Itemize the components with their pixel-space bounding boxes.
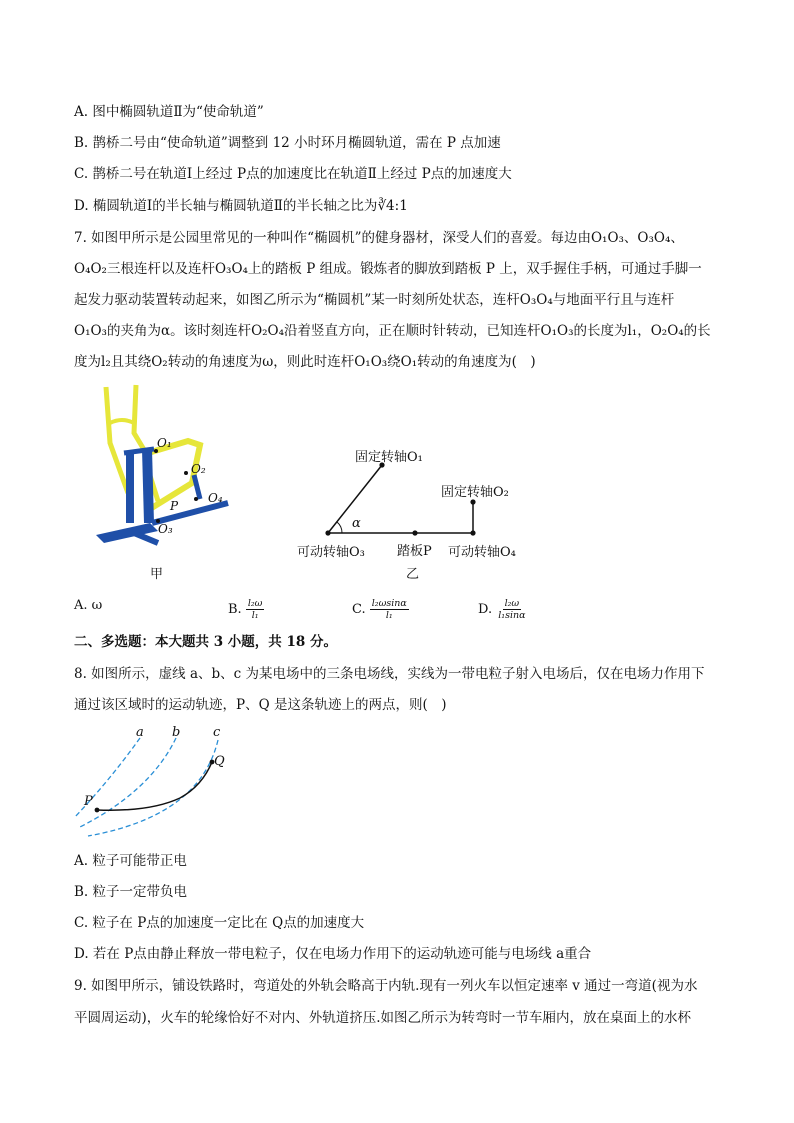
q6-option-b: B. 鹊桥二号由“使命轨道”调整到 12 小时环月椭圆轨道，需在 P 点加速 — [74, 135, 501, 151]
q7-option-b-numerator: l₂ω — [247, 598, 263, 609]
q7-option-d — [478, 598, 528, 621]
q9-stem-line2: 平圆周运动)，火车的轮缘恰好不对内、外轨道挤压.如图乙所示为转弯时一节车厢内，放在桌面上的水杯 — [74, 1010, 692, 1026]
q7-option-d-denominator: l₁sinα — [498, 610, 526, 621]
label-alpha: α — [352, 516, 361, 531]
figure-jia-caption: 甲 — [150, 567, 164, 582]
q6-option-d-ratio: :1 — [394, 198, 408, 214]
field-line-b-label: b — [172, 725, 181, 740]
q6-option-c: C. 鹊桥二号在轨道Ⅰ上经过 P点的加速度比在轨道Ⅱ上经过 P点的加速度大 — [74, 166, 512, 182]
q7-option-b-denominator: l₁ — [251, 610, 259, 621]
field-line-c-label: c — [213, 725, 221, 740]
q7-option-c-fraction — [370, 598, 409, 621]
jia-label-p: P — [170, 499, 179, 513]
q6-option-d — [74, 196, 408, 216]
q7-option-b-fraction — [246, 598, 265, 621]
q9-stem-line1: 9. 如图甲所示，铺设铁路时，弯道处的外轨会略高于内轨.现有一列火车以恒定速率 v 通过一弯道(视为水 — [74, 978, 698, 994]
q8-stem-line1: 8. 如图所示，虚线 a、b、c 为某电场中的三条电场线，实线为一带电粒子射入电场后，仅在电场力作用下 — [74, 666, 705, 682]
q7-option-b — [228, 598, 264, 621]
jia-label-o4: O₄ — [208, 491, 223, 505]
q7-option-d-label: D. — [478, 602, 493, 617]
q8-stem-line2: 通过该区域时的运动轨迹，P、Q 是这条轨迹上的两点，则( ) — [74, 697, 447, 713]
q7-option-d-numerator: l₂ω — [504, 598, 520, 609]
q7-stem-line2: O₄O₂三根连杆以及连杆O₃O₄上的踏板 P 组成。锻炼者的脚放到踏板 P 上，双手握住手柄，可通过手脚一 — [74, 261, 702, 277]
q6-option-a: A. 图中椭圆轨道Ⅱ为“使命轨道” — [74, 104, 264, 120]
q7-option-d-fraction — [496, 598, 527, 621]
label-pedal-p: 踏板P — [397, 544, 432, 559]
q7-stem-line5: 度为l₂且其绕O₂转动的角速度为ω，则此时连杆O₁O₃绕O₁转动的角速度为( ) — [74, 354, 536, 370]
label-fixed-axis-o1: 固定转轴O₁ — [355, 450, 423, 465]
q8-option-c: C. 粒子在 P点的加速度一定比在 Q点的加速度大 — [74, 915, 365, 931]
label-movable-axis-o3: 可动转轴O₃ — [297, 545, 365, 560]
point-p-label: P — [84, 794, 93, 809]
q8-option-d: D. 若在 P点由静止释放一带电粒子，仅在电场力作用下的运动轨迹可能与电场线 a重合 — [74, 946, 592, 962]
q7-option-b-label: B. — [228, 602, 242, 617]
q7-stem-line3: 起发力驱动装置转动起来，如图乙所示为“椭圆机”某一时刻所处状态，连杆O₃O₄与地面平行且与连杆 — [74, 292, 675, 308]
jia-label-o3: O₃ — [158, 522, 173, 536]
point-q-label: Q — [214, 754, 225, 769]
figure-yi-caption: 乙 — [406, 567, 420, 582]
label-fixed-axis-o2: 固定转轴O₂ — [441, 485, 509, 500]
jia-label-o2: O₂ — [191, 462, 206, 476]
label-movable-axis-o4: 可动转轴O₄ — [448, 545, 516, 560]
q7-stem-line1: 7. 如图甲所示是公园里常见的一种叫作“椭圆机”的健身器材，深受人们的喜爱。每边由O₁O₃、O₃O₄、 — [74, 230, 684, 246]
q7-stem-line4: O₁O₃的夹角为α。该时刻连杆O₂O₄沿着竖直方向，正在顺时针转动，已知连杆O₁O₃的长度为l₁，O₂O₄的长 — [74, 323, 711, 339]
q7-option-c-numerator: l₂ωsinα — [371, 598, 407, 609]
q7-option-c-denominator: l₁ — [385, 610, 393, 621]
q6-option-d-root: ∛4 — [377, 198, 395, 214]
jia-label-o1: O₁ — [157, 436, 172, 450]
section-heading-multiple-choice: 二、多选题：本大题共 3 小题，共 18 分。 — [74, 634, 337, 650]
q8-option-a: A. 粒子可能带正电 — [74, 853, 187, 869]
q7-option-a: A. ω — [74, 598, 103, 613]
field-line-a-label: a — [136, 725, 144, 740]
q7-option-c — [352, 598, 409, 621]
q7-option-c-label: C. — [352, 602, 366, 617]
q8-option-b: B. 粒子一定带负电 — [74, 884, 188, 900]
q6-option-d-text: D. 椭圆轨道Ⅰ的半长轴与椭圆轨道Ⅱ的半长轴之比为 — [74, 198, 378, 214]
